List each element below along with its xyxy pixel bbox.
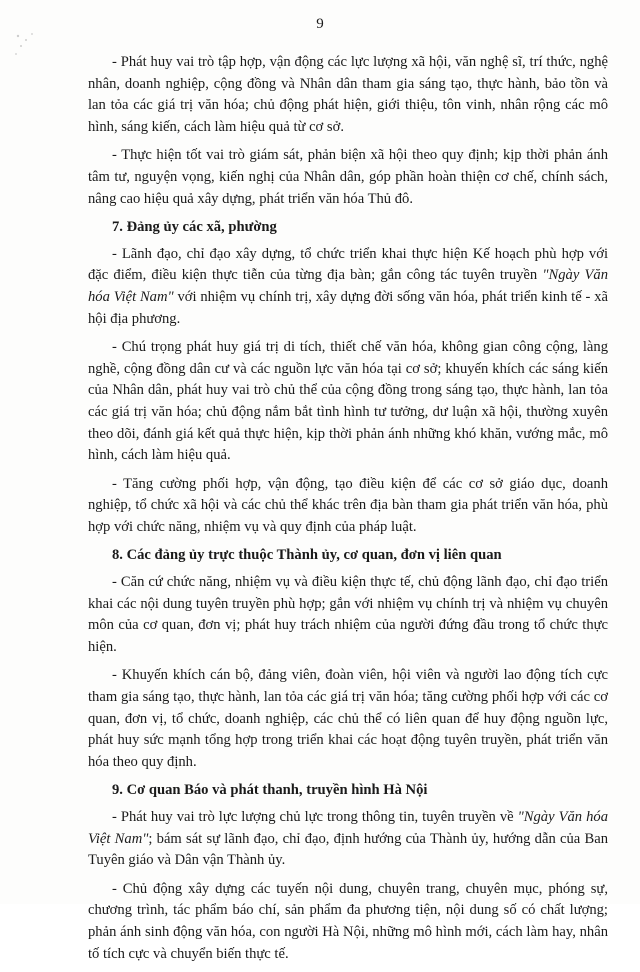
paragraph-text-continued: với nhiệm vụ chính trị, xây dựng đời sống văn hóa, phát triển kinh tế - xã hội địa phương. (88, 288, 608, 327)
page-number: 9 (316, 16, 324, 32)
body-paragraph (88, 474, 608, 539)
body-paragraph (88, 572, 608, 658)
paragraph-text: - Khuyến khích cán bộ, đảng viên, đoàn viên, hội viên và người lao động tích cực tham gia sáng tạo, thực hành, lan tỏa các giá trị văn hóa; tăng cường phối hợp với các cơ quan, đơn vị, tổ chức, doanh nghiệp, các chủ thể có liên quan để huy động nguồn lực, phát huy sức mạnh tổng hợp trong triển khai các hoạt động tuyên truyền, phát triển văn hóa theo quy định. (88, 667, 608, 770)
body-paragraph (88, 337, 608, 467)
document-body (88, 52, 608, 972)
paragraph-emphasis: "Ngày Văn hóa Việt Nam" (88, 809, 608, 847)
paragraph-text-continued: ; bám sát sự lãnh đạo, chỉ đạo, định hướng của Thành ủy, hướng dẫn của Ban Tuyên giáo và Dân vận Thành ủy. (88, 830, 608, 869)
paragraph-text: - Chú trọng phát huy giá trị di tích, thiết chế văn hóa, không gian công cộng, làng nghề, cộng đồng dân cư và các nguồn lực văn hóa tại cơ sở; khuyến khích các sáng kiến của Nhân dân, phát huy vai trò chủ thể của cộng đồng trong sáng tạo, thực hành, lan tỏa các giá trị văn hóa; chủ động nắm bắt tình hình tư tưởng, dư luận xã hội, thường xuyên theo dõi, đánh giá kết quả thực hiện, kịp thời phản ánh những khó khăn, vướng mắc, mô hình, cách làm hiệu quả. (88, 339, 608, 464)
body-paragraph (88, 52, 608, 138)
body-paragraph (88, 244, 608, 330)
paragraph-emphasis: "Ngày Văn hóa Việt Nam" (88, 267, 608, 305)
paragraph-text: - Tăng cường phối hợp, vận động, tạo điều kiện để các cơ sở giáo dục, doanh nghiệp, tổ chức xã hội và các chủ thể khác trên địa bàn tham gia phát triển văn hóa, phù hợp với chức năng, nhiệm vụ và quy định của pháp luật. (88, 475, 608, 535)
section-heading: 9. Cơ quan Báo và phát thanh, truyền hình Hà Nội (112, 782, 428, 799)
paragraph-text: - Chủ động xây dựng các tuyến nội dung, chuyên trang, chuyên mục, phóng sự, chương trình, tác phẩm báo chí, sản phẩm đa phương tiện, nội dung số có chất lượng; phản ánh sinh động văn hóa, con người Hà Nội, những mô hình mới, cách làm hay, nhân tố tích cực và chuyển biến thực tế. (88, 880, 608, 962)
paragraph-text: - Căn cứ chức năng, nhiệm vụ và điều kiện thực tế, chủ động lãnh đạo, chỉ đạo triển khai các nội dung tuyên truyền phù hợp; gắn với nhiệm vụ chính trị và nhiệm vụ chuyên môn của cơ quan, đơn vị; phát huy trách nhiệm của người đứng đầu trong tổ chức thực hiện. (88, 574, 608, 655)
paragraph-text: - Phát huy vai trò lực lượng chủ lực trong thông tin, tuyên truyền về (112, 809, 518, 825)
body-paragraph (88, 145, 608, 210)
body-paragraph (88, 665, 608, 773)
paragraph-text: - Thực hiện tốt vai trò giám sát, phản biện xã hội theo quy định; kịp thời phản ánh tâm tư, nguyện vọng, kiến nghị của Nhân dân, góp phần hoàn thiện cơ chế, chính sách, nâng cao hiệu quả xây dựng, phát triển văn hóa Thủ đô. (88, 147, 608, 207)
paragraph-text: - Phát huy vai trò tập hợp, vận động các lực lượng xã hội, văn nghệ sĩ, trí thức, nghệ nhân, doanh nghiệp, cộng đồng và Nhân dân tham gia sáng tạo, thực hành, bảo tồn và lan tỏa các giá trị văn hóa; chủ động phát hiện, giới thiệu, tôn vinh, nhân rộng các mô hình, sáng kiến, cách làm hiệu quả từ cơ sở. (88, 54, 608, 135)
paragraph-text: - Lãnh đạo, chỉ đạo xây dựng, tổ chức triển khai thực hiện Kế hoạch phù hợp với đặc điểm, điều kiện thực tiễn của từng địa bàn; gắn công tác tuyên truyền (88, 245, 608, 284)
body-paragraph (88, 807, 608, 872)
scan-corner-mark-icon (12, 30, 52, 70)
body-paragraph (88, 879, 608, 965)
section-heading: 7. Đảng ủy các xã, phường (112, 219, 277, 236)
section-heading: 8. Các đảng ủy trực thuộc Thành ủy, cơ quan, đơn vị liên quan (112, 547, 502, 564)
